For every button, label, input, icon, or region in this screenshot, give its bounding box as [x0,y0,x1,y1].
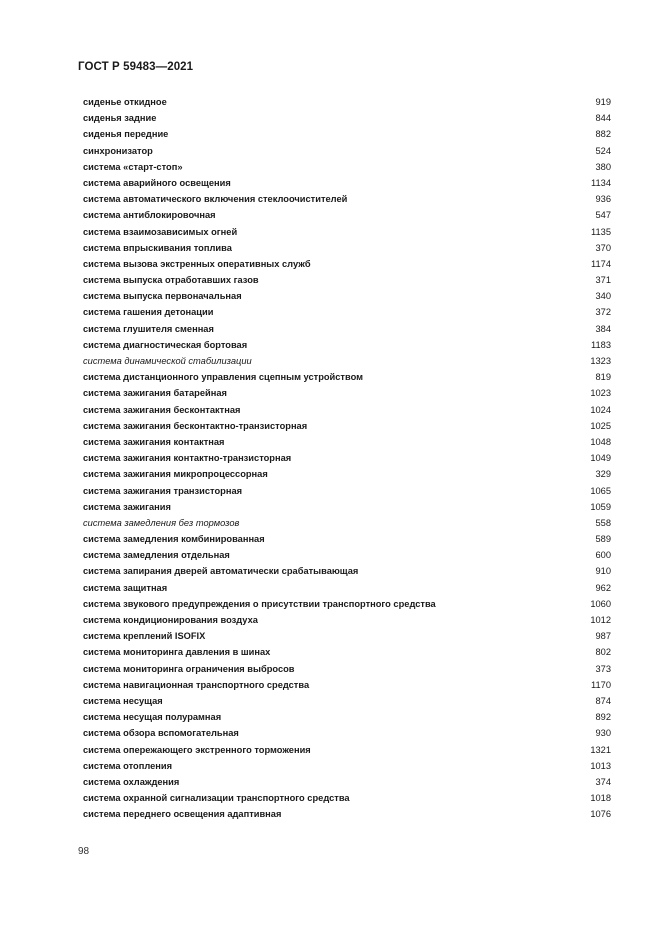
index-entry [83,547,611,563]
index-page-ref: 892 [595,712,611,723]
index-term: система мониторинга ограничения выбросов [83,663,295,674]
index-page-ref: 962 [595,582,611,593]
index-term: система обзора вспомогательная [83,728,239,739]
index-entry [83,806,611,822]
index-page-ref: 1321 [590,744,611,755]
index-page-ref: 380 [595,161,611,172]
index-term: система динамической стабилизации [83,356,252,366]
index-term: система аварийного освещения [83,177,231,188]
index-entry [83,725,611,741]
page-number: 98 [78,846,90,857]
index-term: система выпуска отработавших газов [83,275,259,286]
index-page-ref: 1024 [590,404,611,415]
index-page-ref: 589 [595,534,611,545]
index-term: сиденья задние [83,113,157,124]
index-entry [83,596,611,612]
document-header: ГОСТ Р 59483—2021 [78,61,194,73]
index-entry [83,434,611,450]
index-term: система взаимозависимых огней [83,226,238,237]
index-page-ref: 371 [595,275,611,286]
index-page-ref: 1018 [590,793,611,804]
index-term: система «старт-стоп» [83,161,183,172]
index-page-ref: 919 [595,97,611,107]
index-entry [83,353,611,369]
index-page-ref: 1012 [590,615,611,625]
index-entry [83,402,611,418]
index-term: система автоматического включения стеклоочистителей [83,194,348,205]
index-term: сиденье откидное [83,97,167,107]
index-term: система звукового предупреждения о присутствии транспортного средства [83,598,436,609]
index-term: система зажигания [83,501,171,512]
index-term: система зажигания контактная [83,436,225,447]
index-page-ref: 882 [595,129,611,140]
index-list [83,94,611,822]
index-entry [83,143,611,159]
index-entry [83,418,611,434]
index-page-ref: 819 [595,372,611,383]
index-term: система вызова экстренных оперативных служб [83,258,311,269]
index-entry [83,742,611,758]
index-term: система выпуска первоначальная [83,291,242,302]
index-entry [83,709,611,725]
index-page-ref: 1013 [590,760,611,771]
index-term: система навигационная транспортного средства [83,679,310,690]
index-entry [83,661,611,677]
index-entry [83,450,611,466]
index-page-ref: 936 [595,194,611,205]
index-page-ref: 1065 [590,485,611,496]
index-entry [83,644,611,660]
index-page-ref: 524 [595,145,611,156]
index-page-ref: 370 [595,242,611,253]
index-term: система зажигания бесконтактная [83,404,241,415]
index-page-ref: 372 [595,307,611,318]
index-page-ref: 987 [595,631,611,642]
index-term: система несущая полурамная [83,712,222,723]
index-page-ref: 802 [595,647,611,658]
index-term: система антиблокировочная [83,210,216,221]
index-entry [83,94,611,110]
index-page-ref: 1134 [591,177,611,188]
index-entry [83,272,611,288]
index-entry [83,693,611,709]
index-page-ref: 1059 [590,501,611,512]
index-entry [83,563,611,579]
index-page-ref: 600 [595,550,611,561]
index-page-ref: 1060 [590,598,611,609]
index-page-ref: 1174 [591,258,611,269]
index-entry [83,321,611,337]
index-entry [83,483,611,499]
index-page-ref: 1323 [590,356,611,366]
index-entry [83,790,611,806]
index-term: система зажигания бесконтактно-транзисторная [83,420,308,431]
index-page-ref: 910 [595,566,611,577]
index-page-ref: 1048 [590,436,611,447]
index-term: система переднего освещения адаптивная [83,809,282,820]
index-term: синхронизатор [83,145,153,156]
index-entry [83,677,611,693]
index-entry [83,288,611,304]
index-entry [83,240,611,256]
index-page-ref: 1025 [590,420,611,431]
index-page-ref: 1023 [590,388,611,399]
index-term: система охранной сигнализации транспортного средства [83,793,350,804]
index-entry [83,628,611,644]
index-term: система диагностическая бортовая [83,339,248,350]
index-entry [83,126,611,142]
index-entry [83,758,611,774]
index-entry [83,337,611,353]
index-entry [83,207,611,223]
index-term: система гашения детонации [83,307,214,318]
index-term: система охлаждения [83,776,180,787]
index-entry [83,612,611,628]
index-term: система опережающего экстренного торможения [83,744,311,755]
index-term: сиденья передние [83,129,169,140]
index-page-ref: 374 [595,776,611,787]
index-page-ref: 373 [595,663,611,674]
index-term: система креплений ISOFIX [83,631,206,642]
index-page-ref: 844 [595,113,611,124]
index-entry [83,515,611,531]
index-page-ref: 384 [595,323,611,334]
index-entry [83,531,611,547]
index-entry [83,191,611,207]
index-entry [83,175,611,191]
index-term: система защитная [83,582,168,593]
index-term: система мониторинга давления в шинах [83,647,271,658]
index-entry [83,499,611,515]
index-entry [83,304,611,320]
index-term: система дистанционного управления сцепным устройством [83,372,364,383]
index-entry [83,224,611,240]
index-entry [83,580,611,596]
index-term: система запирания дверей автоматически срабатывающая [83,566,359,577]
index-term: система зажигания транзисторная [83,485,243,496]
index-entry [83,369,611,385]
index-page-ref: 930 [595,728,611,739]
index-page-ref: 874 [595,695,611,706]
index-term: система замедления без тормозов [83,517,240,528]
index-page-ref: 558 [595,517,611,528]
index-entry [83,385,611,401]
index-term: система несущая [83,695,163,706]
index-term: система замедления отдельная [83,550,230,561]
index-term: система зажигания микропроцессорная [83,469,268,480]
index-term: система зажигания контактно-транзисторная [83,453,292,464]
index-entry [83,466,611,482]
index-term: система зажигания батарейная [83,388,227,399]
index-term: система кондиционирования воздуха [83,615,258,625]
index-page-ref: 1170 [591,679,611,690]
index-term: система отопления [83,760,173,771]
index-page-ref: 1183 [591,339,611,350]
index-entry [83,159,611,175]
index-entry [83,774,611,790]
index-term: система впрыскивания топлива [83,242,232,253]
index-entry [83,110,611,126]
index-page-ref: 340 [595,291,611,302]
index-page-ref: 329 [595,469,611,480]
index-entry [83,256,611,272]
index-term: система замедления комбинированная [83,534,265,545]
index-term: система глушителя сменная [83,323,214,334]
index-page-ref: 1049 [590,453,611,464]
index-page-ref: 547 [595,210,611,221]
index-page-ref: 1135 [591,226,611,237]
index-page-ref: 1076 [590,809,611,820]
